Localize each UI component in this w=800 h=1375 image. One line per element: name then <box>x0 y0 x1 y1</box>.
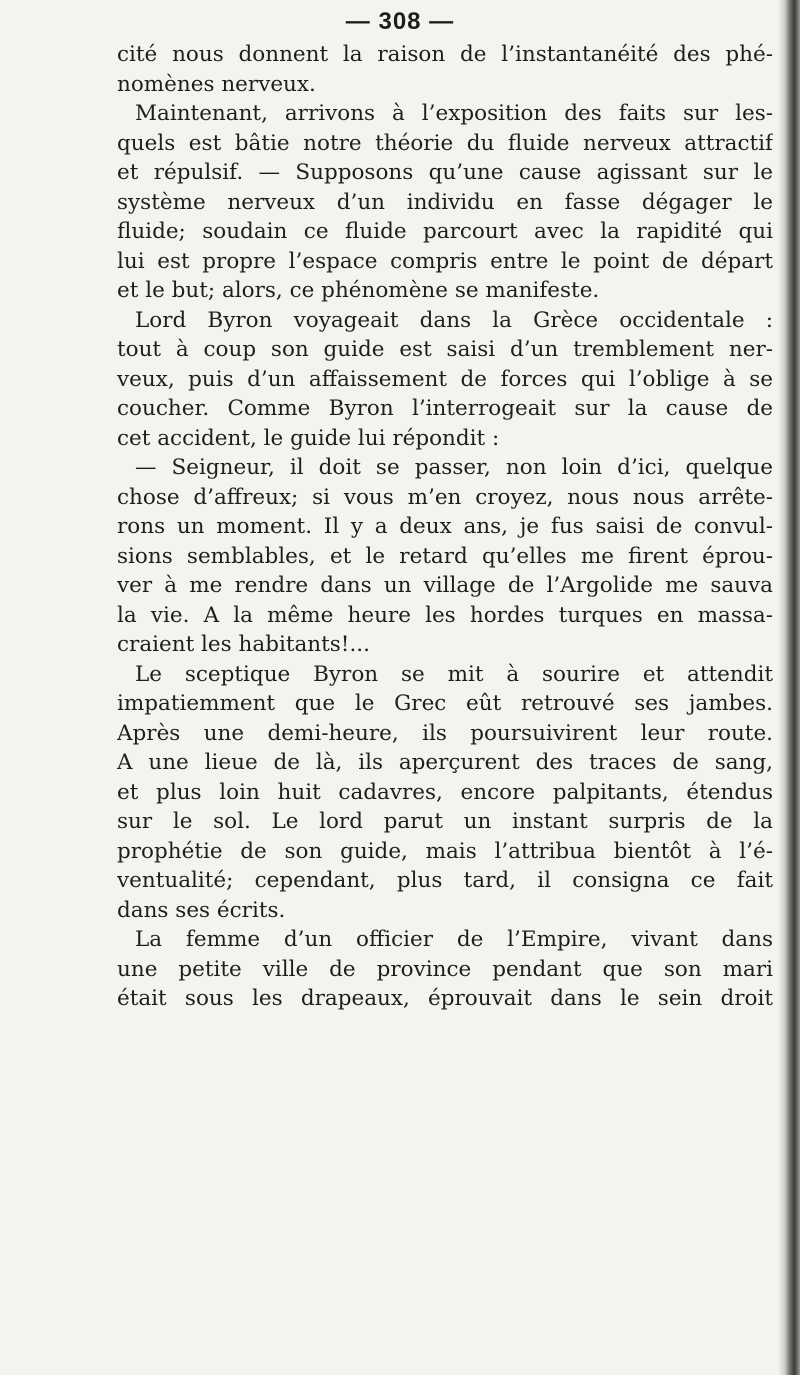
text-line: sions semblables, et le retard qu’elles me firent éprou- <box>117 543 773 569</box>
text-line: dans ses écrits. <box>117 897 286 923</box>
text-line: impatiemment que le Grec eût retrouvé ses jambes. <box>117 691 773 716</box>
text-line: sur le sol. Le lord parut un instant surpris de la <box>117 809 773 834</box>
text-line: tout à coup son guide est saisi d’un tremblement ner- <box>117 337 773 362</box>
body-text <box>117 40 773 1014</box>
text-line: ver à me rendre dans un village de l’Argolide me sauva <box>117 573 773 598</box>
text-line: ventualité; cependant, plus tard, il consigna ce fait <box>117 868 773 893</box>
text-line: Lord Byron voyageait dans la Grèce occidentale : <box>135 307 773 333</box>
text-line: coucher. Comme Byron l’interrogeait sur la cause de <box>117 396 773 421</box>
text-line: La femme d’un officier de l’Empire, vivant dans <box>135 927 773 952</box>
text-line: une petite ville de province pendant que son mari <box>117 956 773 982</box>
text-line: lui est propre l’espace compris entre le point de départ <box>117 248 773 274</box>
text-line: et le but; alors, ce phénomène se manifeste. <box>117 278 600 303</box>
text-line: Maintenant, arrivons à l’exposition des faits sur les- <box>135 101 773 126</box>
text-line: quels est bâtie notre théorie du fluide nerveux attractif <box>117 130 773 156</box>
text-line: fluide; soudain ce fluide parcourt avec la rapidité qui <box>117 219 773 244</box>
text-line: rons un moment. Il y a deux ans, je fus saisi de convul- <box>117 514 773 539</box>
text-line: Après une demi-heure, ils poursuivirent leur route. <box>117 720 773 746</box>
text-line: veux, puis d’un affaissement de forces qui l’oblige à se <box>117 366 773 392</box>
text-line: craient les habitants!... <box>117 632 370 657</box>
text-line: cité nous donnent la raison de l’instantanéité des phé- <box>117 42 773 67</box>
text-line: et répulsif. — Supposons qu’une cause agissant sur le <box>117 160 773 185</box>
text-line: chose d’affreux; si vous m’en croyez, nous nous arrête- <box>117 484 773 510</box>
text-line: A une lieue de là, ils aperçurent des traces de sang, <box>117 750 773 775</box>
text-line: et plus loin huit cadavres, encore palpitants, étendus <box>117 779 773 805</box>
text-line: prophétie de son guide, mais l’attribua bientôt à l’é- <box>117 838 773 864</box>
page-number: — 308 — <box>345 8 455 35</box>
text-line: — Seigneur, il doit se passer, non loin d’ici, quelque <box>135 455 773 480</box>
text-line: Le sceptique Byron se mit à sourire et attendit <box>135 661 773 687</box>
text-line: était sous les drapeaux, éprouvait dans le sein droit <box>117 986 773 1011</box>
text-line: système nerveux d’un individu en fasse dégager le <box>117 189 773 215</box>
page-edge-shadow <box>778 0 800 1375</box>
text-line: la vie. A la même heure les hordes turques en massa- <box>117 602 773 628</box>
text-line: nomènes nerveux. <box>117 71 316 97</box>
text-line: cet accident, le guide lui répondit : <box>117 425 500 451</box>
